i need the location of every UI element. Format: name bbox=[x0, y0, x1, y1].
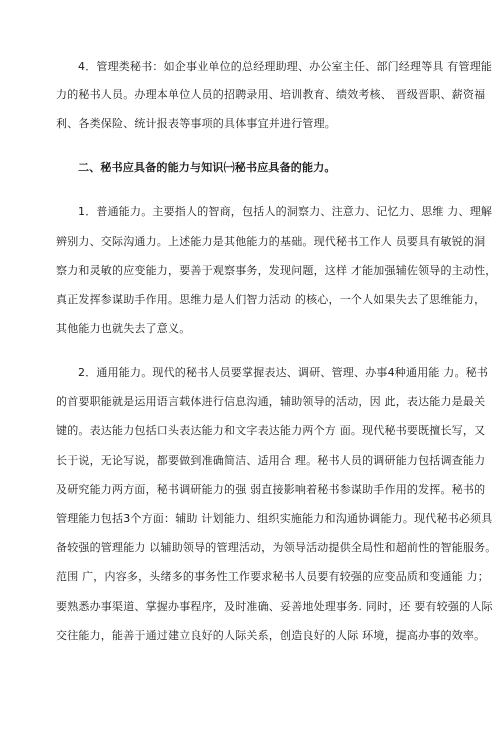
paragraph-3-line-3: 键的。表达能力包括口头表达能力和文字表达能力两个方 面。现代秘书要既擅长写，又 bbox=[56, 424, 486, 437]
paragraph-2-line-2: 辨别力、交际沟通力。上述能力是其他能力的基础。现代秘书工作人 员要具有敏锐的洞 bbox=[56, 235, 486, 248]
paragraph-2-line-1: 1．普通能力。主要指人的智商，包括人的洞察力、注意力、记忆力、思维 力、理解 bbox=[78, 205, 493, 218]
paragraph-2-line-4: 真正发挥参谋助手作用。思维力是人们智力活动 的核心，一个人如果失去了思维能力， bbox=[56, 293, 486, 306]
paragraph-3-line-5: 及研究能力两方面，秘书调研能力的强 弱直接影响着秘书参谋助手作用的发挥。秘书的 bbox=[56, 483, 486, 496]
paragraph-2-line-3: 察力和灵敏的应变能力，要善于观察事务，发现问题，这样 才能加强辅佐领导的主动性， bbox=[56, 264, 497, 277]
paragraph-3-line-6: 管理能力包括3个方面：辅助 计划能力、组织实施能力和沟通协调能力。现代秘书必须具 bbox=[56, 512, 493, 525]
paragraph-3-line-2: 的首要职能就是运用语言载体进行信息沟通，辅助领导的活动，因 此，表达能力是最关 bbox=[56, 395, 486, 408]
paragraph-3-line-10: 交往能力，能善于通过建立良好的人际关系，创造良好的人际 环境，提高办事的效率。 bbox=[56, 629, 486, 642]
paragraph-1-line-1: 4．管理类秘书：如企事业单位的总经理助理、办公室主任、部门经理等具 有管理能 bbox=[78, 60, 493, 73]
paragraph-1-line-3: 利、各类保险、统计报表等事项的具体事宜并进行管理。 bbox=[56, 117, 336, 130]
paragraph-3-line-8: 范围 广，内容多，头绪多的事务性工作要求秘书人员要有较强的应变品质和变通能 力； bbox=[56, 570, 489, 583]
paragraph-3-line-4: 长于说，无论写说，都要做到准确简洁、适用合 理。秘书人员的调研能力包括调查能力 bbox=[56, 454, 486, 467]
paragraph-1-line-2: 力的秘书人员。办理本单位人员的招聘录用、培训教育、绩效考核、 晋级晋职、薪资福 bbox=[56, 88, 486, 101]
paragraph-3-line-1: 2．通用能力。现代的秘书人员要掌握表达、调研、管理、办事4种通用能 力。秘书 bbox=[78, 366, 489, 379]
paragraph-2-line-5: 其他能力也就失去了意义。 bbox=[56, 322, 191, 335]
paragraph-3-line-9: 要熟悉办事渠道、掌握办事程序，及时准确、妥善地处理事务. 同时，还 要有较强的人际 bbox=[56, 600, 493, 613]
paragraph-3-line-7: 备较强的管理能力 以辅助领导的管理活动，为领导活动提供全局性和超前性的智能服务。 bbox=[56, 541, 497, 554]
section-heading: 二、秘书应具备的能力与知识㈠秘书应具备的能力。 bbox=[78, 161, 336, 174]
